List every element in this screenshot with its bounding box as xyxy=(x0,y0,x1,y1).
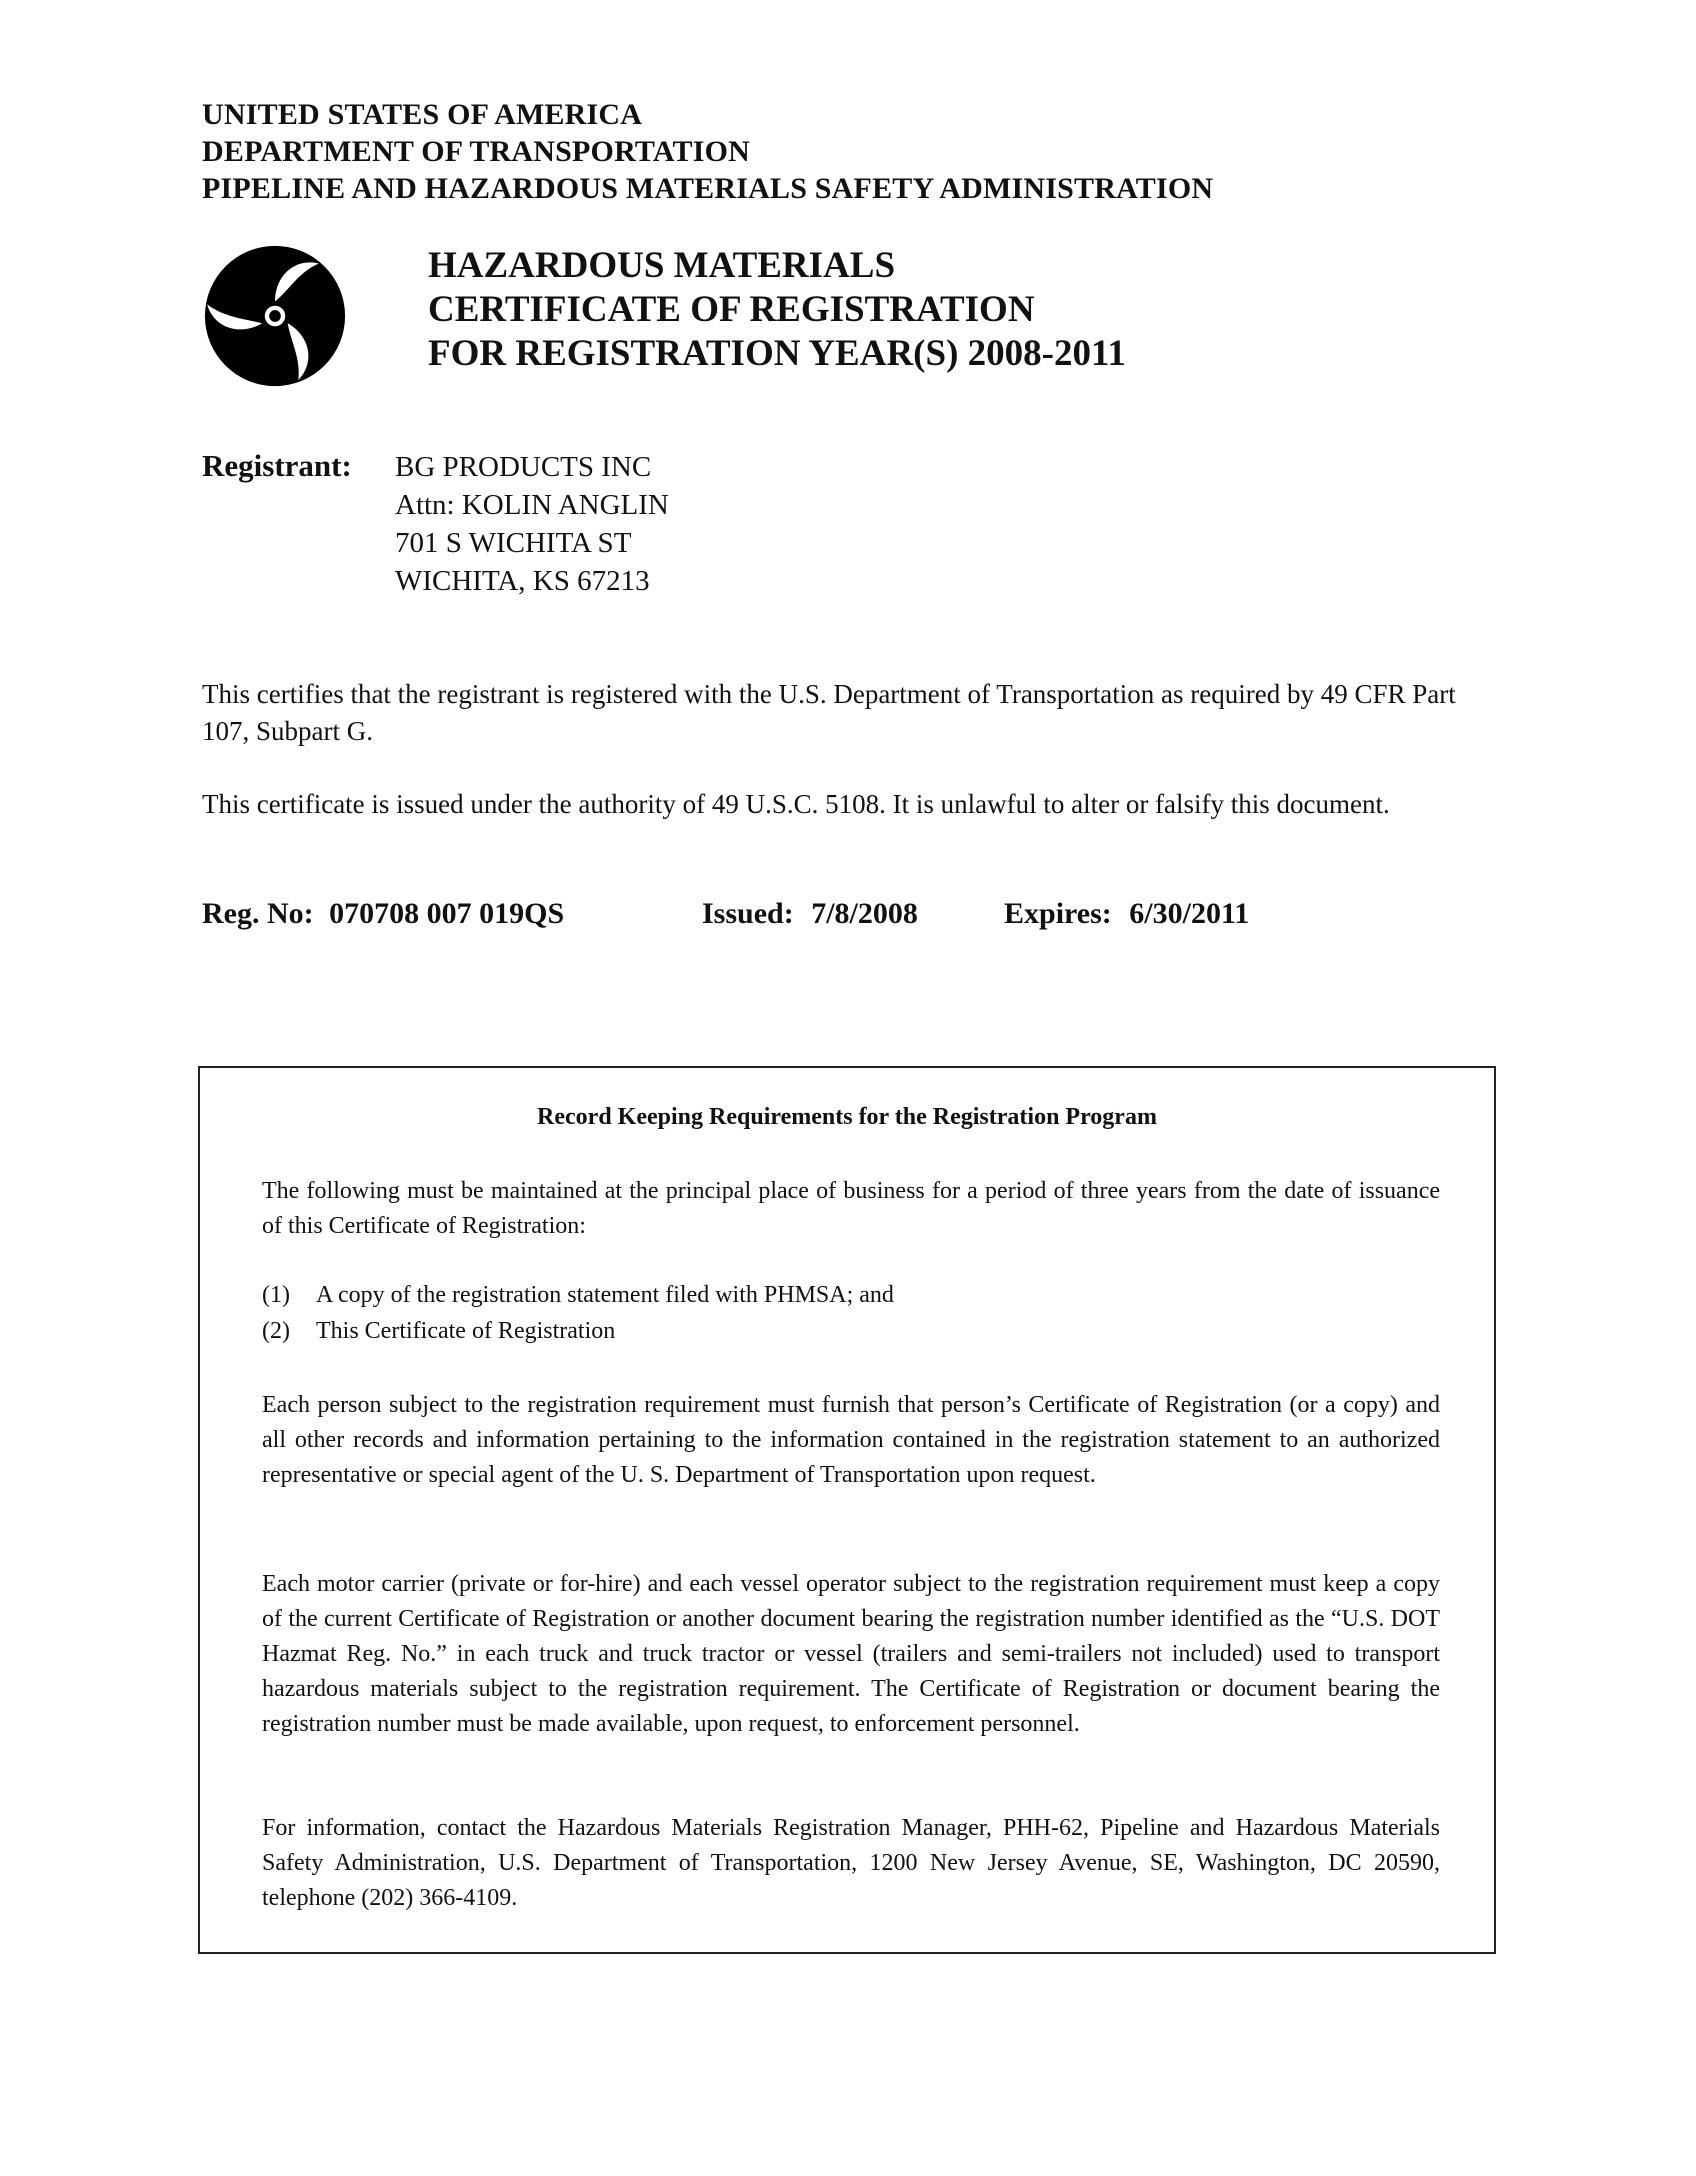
agency-country: UNITED STATES OF AMERICA xyxy=(202,98,643,131)
agency-administration: PIPELINE AND HAZARDOUS MATERIALS SAFETY ADMINISTRATION xyxy=(202,172,1214,205)
expires-value: 6/30/2011 xyxy=(1129,897,1250,930)
registrant-label: Registrant: xyxy=(202,448,352,483)
record-keeping-item-1 xyxy=(262,1282,894,1309)
record-keeping-item-2 xyxy=(262,1318,615,1345)
reg-number-label: Reg. No: xyxy=(202,897,314,930)
registrant-address xyxy=(395,448,669,600)
registrant-attn: Attn: KOLIN ANGLIN xyxy=(395,489,669,521)
certificate-title-line3: FOR REGISTRATION YEAR(S) 2008-2011 xyxy=(428,333,1126,374)
certificate-title-line1: HAZARDOUS MATERIALS xyxy=(428,245,896,286)
expires-label: Expires: xyxy=(1004,897,1112,930)
record-keeping-intro: The following must be maintained at the principal place of business for a period of three years from the date of issuance of this Certificate of Registration: xyxy=(262,1178,1440,1239)
certificate-title xyxy=(428,244,1126,376)
agency-department: DEPARTMENT OF TRANSPORTATION xyxy=(202,135,750,168)
issued-value: 7/8/2008 xyxy=(811,897,918,930)
authority-paragraph: This certificate is issued under the authority of 49 U.S.C. 5108. It is unlawful to alter or falsify this document. xyxy=(202,789,1390,819)
furnish-requirement-paragraph: Each person subject to the registration requirement must furnish that person’s Certificate of Registration (or a copy) and all other records and information pertaining to the information contained in the registration statement to an authorized representative or special agent of the U. S. Department of Transportation upon request. xyxy=(262,1392,1440,1488)
certification-paragraph: This certifies that the registrant is registered with the U.S. Department of Transportation as required by 49 CFR Part 107, Subpart G. xyxy=(202,679,1456,746)
registrant-city: WICHITA, KS 67213 xyxy=(395,565,650,597)
list-item-text: This Certificate of Registration xyxy=(316,1318,616,1344)
issued-label: Issued: xyxy=(702,897,794,930)
agency-header xyxy=(202,96,1213,207)
registrant-name: BG PRODUCTS INC xyxy=(395,451,652,483)
reg-number-value: 070708 007 019QS xyxy=(329,897,565,930)
dot-triskelion-logo-icon xyxy=(202,243,348,389)
reg-number xyxy=(202,897,564,931)
record-keeping-box xyxy=(198,1066,1496,1954)
expires-date xyxy=(1004,897,1249,931)
issued-date xyxy=(702,897,918,931)
contact-information-paragraph: For information, contact the Hazardous Materials Registration Manager, PHH-62, Pipeline and Hazardous Materials Safety Administration, U.S. Department of Transportation, 1200 New Jersey Avenue, SE, Washington, DC 20590, telephone (202) 366-4109. xyxy=(262,1815,1440,1911)
carrier-requirement-paragraph: Each motor carrier (private or for-hire) and each vessel operator subject to the registration requirement must keep a copy of the current Certificate of Registration or another document bearing the registration number identified as the “U.S. DOT Hazmat Reg. No.” in each truck and truck tractor or vessel (trailers and semi-trailers not included) used to transport hazardous materials subject to the registration requirement. The Certificate of Registration or document bearing the registration number must be made available, upon request, to enforcement personnel. xyxy=(262,1571,1440,1737)
list-item-text: A copy of the registration statement filed with PHMSA; and xyxy=(316,1282,894,1308)
list-item-number: (2) xyxy=(262,1318,290,1344)
record-keeping-title: Record Keeping Requirements for the Registration Program xyxy=(537,1104,1157,1130)
list-item-number: (1) xyxy=(262,1282,290,1308)
certificate-title-line2: CERTIFICATE OF REGISTRATION xyxy=(428,289,1035,330)
registrant-street: 701 S WICHITA ST xyxy=(395,527,632,559)
